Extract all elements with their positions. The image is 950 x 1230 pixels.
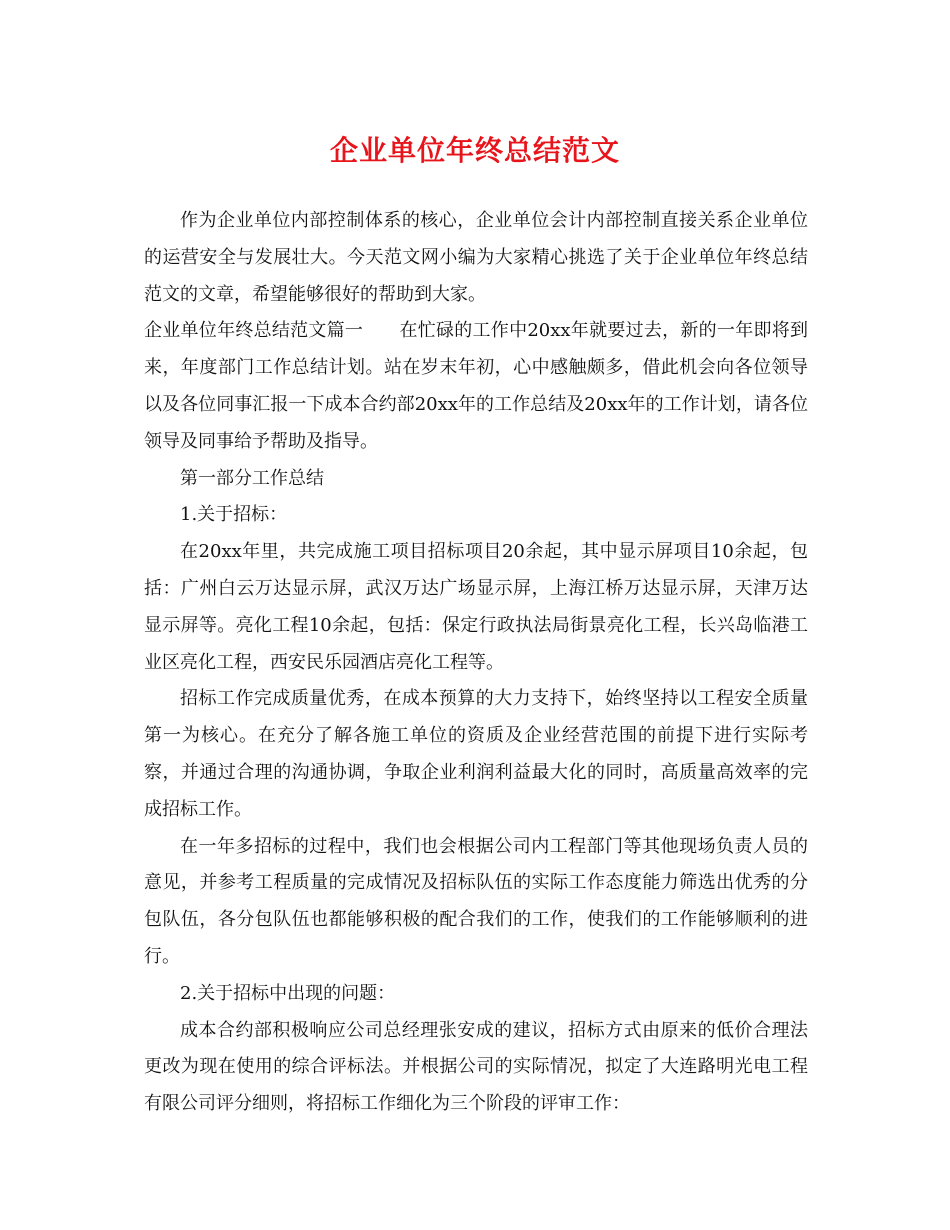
paragraph-issues-text: 成本合约部积极响应公司总经理张安成的建议，招标方式由原来的低价合理法更改为现在使用的综合评标法。并根据公司的实际情况，拟定了大连路明光电工程有限公司评分细则，将招标工作细化为三个阶段的评审工作： bbox=[144, 1019, 808, 1115]
paragraph-bidding-process: 在一年多招标的过程中，我们也会根据公司内工程部门等其他现场负责人员的意见，并参考工程质量的完成情况及招标队伍的实际工作态度能力筛选出优秀的分包队伍，各分包队伍也都能够积极的配合我们的工作，使我们的工作能够顺利的进行。 bbox=[144, 835, 808, 967]
paragraph-intro: 作为企业单位内部控制体系的核心，企业单位会计内部控制直接关系企业单位的运营安全与发展壮大。今天范文网小编为大家精心挑选了关于企业单位年终总结范文的文章，希望能够很好的帮助到大家。 bbox=[144, 210, 808, 305]
paragraph-bidding-projects: 在20xx年里，共完成施工项目招标项目20余起，其中显示屏项目10余起，包括：广州白云万达显示屏，武汉万达广场显示屏，上海江桥万达显示屏，天津万达显示屏等。亮化工程10余起，包括：保定行政执法局街景亮化工程，长兴岛临港工业区亮化工程，西安民乐园酒店亮化工程等。 bbox=[144, 541, 808, 673]
section-heading: 企业单位年终总结范文篇一 bbox=[144, 320, 364, 342]
paragraph-bidding-heading: 1.关于招标： bbox=[180, 504, 288, 526]
section-one-text: 在忙碌的工作中20xx年就要过去，新的一年即将到来，年度部门工作总结计划。站在岁末年初，心中感触颇多，借此机会向各位领导以及各位同事汇报一下成本合约部20xx年的工作总结及20xx年的工作计划，请各位领导及同事给予帮助及指导。 bbox=[144, 320, 808, 452]
paragraph-issues-heading: 2.关于招标中出现的问题： bbox=[180, 982, 396, 1004]
paragraph-part-one-heading: 第一部分工作总结 bbox=[180, 467, 324, 489]
paragraph-bidding-quality: 招标工作完成质量优秀，在成本预算的大力支持下，始终坚持以工程安全质量第一为核心。在充分了解各施工单位的资质及企业经营范围的前提下进行实际考察，并通过合理的沟通协调，争取企业利润利益最大化的同时，高质量高效率的完成招标工作。 bbox=[144, 688, 808, 820]
document-title: 企业单位年终总结范文 bbox=[329, 134, 620, 167]
document-body bbox=[144, 203, 808, 1123]
paragraph-section-one bbox=[144, 313, 808, 460]
